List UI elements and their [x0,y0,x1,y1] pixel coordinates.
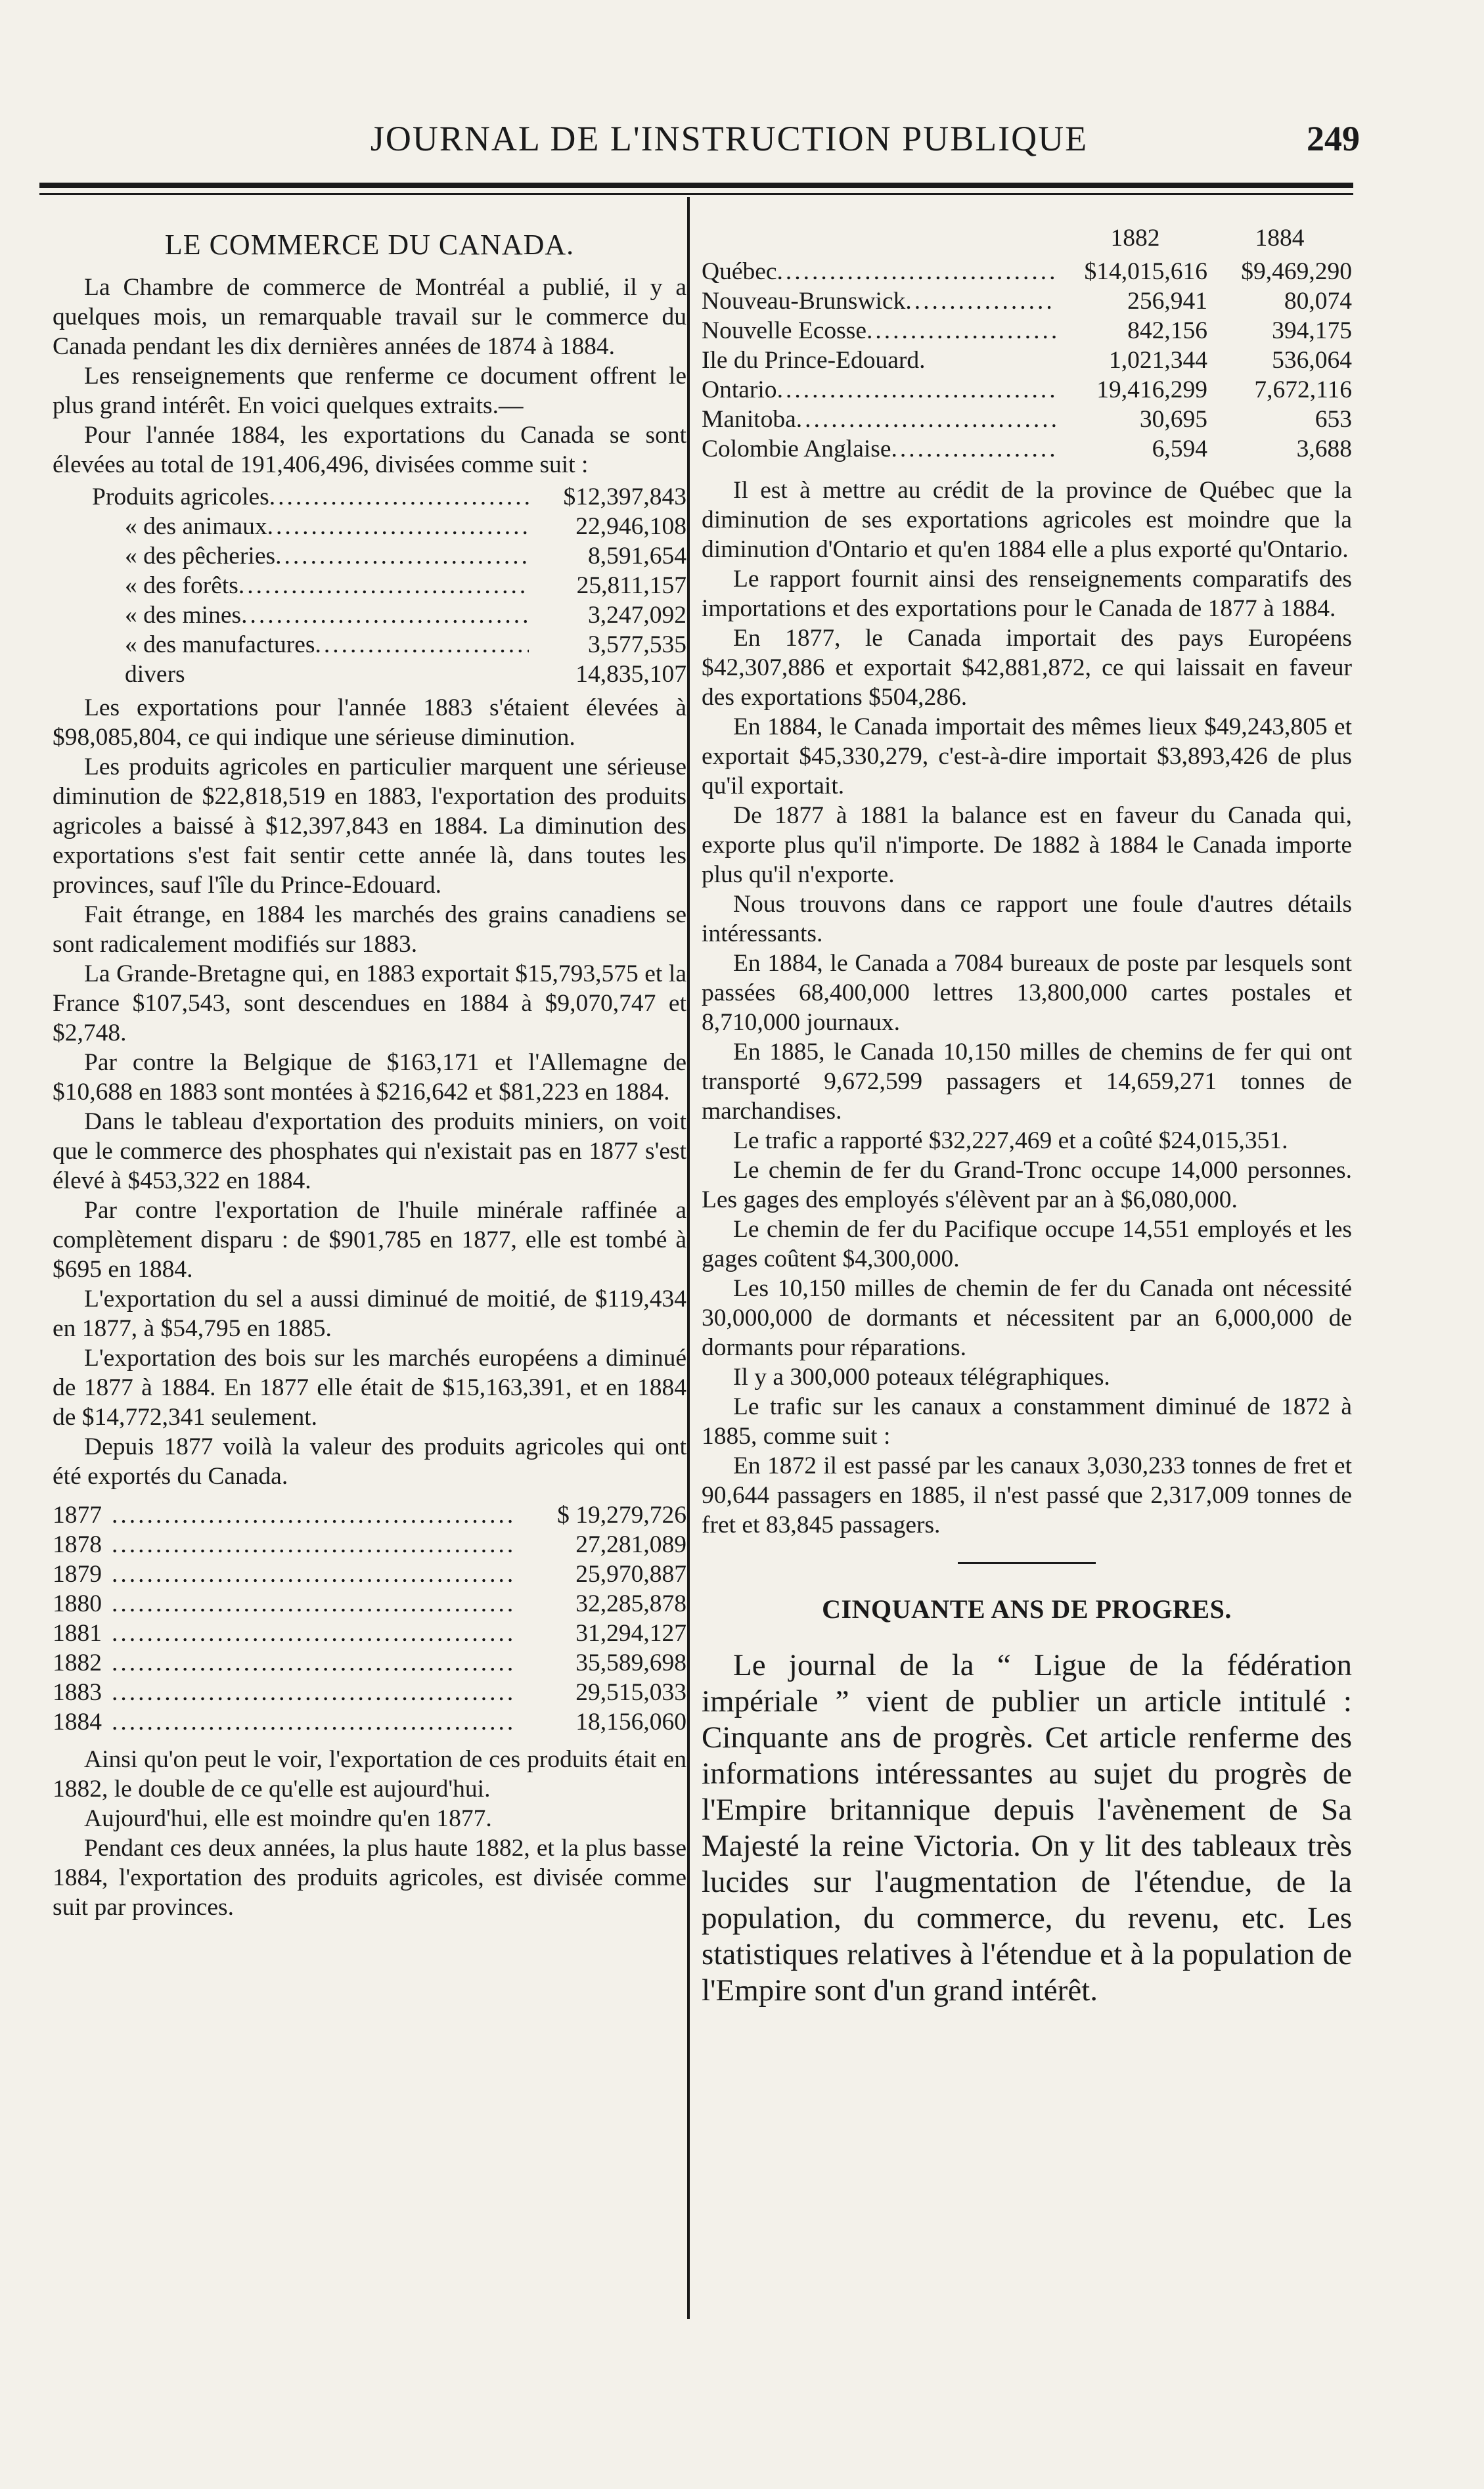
exports-row [53,541,686,571]
province-row [702,375,1352,405]
year-value: 27,281,089 [575,1531,686,1558]
exports-value: 8,591,654 [588,543,686,570]
value-1884: $9,469,290 [1241,258,1352,285]
value-1884: 653 [1315,406,1352,433]
province-row [702,434,1352,464]
exports-table [53,482,686,689]
year-value: $ 19,279,726 [557,1502,686,1529]
header-rule-thin [39,193,1353,195]
paragraph: La Grande-Bretagne qui, en 1883 exportait $15,793,575 et la France $107,543, sont descendues en 1884 à $9,070,747 et $2,748. [53,960,686,1046]
left-column [53,223,686,1922]
paragraph: La Chambre de commerce de Montréal a publié, il y a quelques mois, un remarquable travail sur le commerce du Canada pendant les dix dernières années de 1874 à 1884. [53,274,686,360]
paragraph: Pour l'année 1884, les exportations du Canada se sont élevées au total de 191,406,496, divisées comme suit : [53,422,686,478]
province-name: Nouveau-Brunswick [702,288,906,315]
exports-row [53,482,686,512]
paragraph: L'exportation du sel a aussi diminué de moitié, de $119,434 en 1877, à $54,795 en 1885. [53,1286,686,1342]
yearly-exports-table [53,1500,686,1737]
year-value: 32,285,878 [575,1590,686,1617]
value-1882: 30,695 [1139,406,1207,433]
paragraph: En 1885, le Canada 10,150 milles de chemins de fer qui ont transporté 9,672,599 passagers et 14,659,271 tonnes de marchandises. [702,1039,1352,1125]
paragraph: Nous trouvons dans ce rapport une foule d'autres détails intéressants. [702,891,1352,947]
province-name: Colombie Anglaise [702,436,891,462]
paragraph: Fait étrange, en 1884 les marchés des grains canadiens se sont radicalement modifiés sur 1883. [53,901,686,958]
paragraph: Pendant ces deux années, la plus haute 1882, et la plus basse 1884, l'exportation des produits agricoles, est divisée comme suit par provinces. [53,1835,686,1921]
header-rule-thick [39,183,1353,188]
paragraph: Les exportations pour l'année 1883 s'étaient élevées à $98,085,804, ce qui indique une sérieuse diminution. [53,694,686,751]
province-row [702,257,1352,286]
progres-article [702,1648,1352,2009]
paragraph: L'exportation des bois sur les marchés européens a diminué de 1877 à 1884. En 1877 elle était de $15,163,391, et en 1884 de $14,772,341 seulement. [53,1345,686,1431]
province-row [702,405,1352,434]
value-1884: 7,672,116 [1254,376,1352,403]
year-label: 1880 [53,1590,102,1617]
paragraph: Les produits agricoles en particulier marquent une sérieuse diminution de $22,818,519 en 1883, l'exportation des produits agricoles a baissé à $12,397,843 en 1884. La diminution des exportations s'est fait sentir cette année là, dans toutes les provinces, sauf l'île du Prince-Edouard. [53,753,686,899]
year-row [53,1648,686,1678]
paragraph: Il y a 300,000 poteaux télégraphiques. [733,1364,1110,1391]
exports-row [53,600,686,630]
paragraph: En 1877, le Canada importait des pays Européens $42,307,886 et exportait $42,881,872, ce qui laissait en faveur des exportations $504,286. [702,625,1352,711]
province-row [702,346,1352,375]
page-header [99,118,1360,177]
value-1884: 80,074 [1284,288,1352,315]
column-header-1882: 1882 [1110,225,1160,252]
page-number: 249 [1307,119,1360,158]
column-header-1884: 1884 [1255,225,1305,252]
column-divider [687,197,690,2319]
year-row [53,1678,686,1707]
paragraph: De 1877 à 1881 la balance est en faveur du Canada qui, exporte plus qu'il n'importe. De 1882 à 1884 le Canada importe plus qu'il n'exporte. [702,802,1352,888]
paragraph: En 1884, le Canada importait des mêmes lieux $49,243,805 et exportait $45,330,279, c'est-à-dire importait $3,893,426 de plus qu'il exportait. [702,713,1352,799]
section-separator [958,1562,1096,1564]
year-label: 1883 [53,1679,102,1706]
exports-label: « des forêts [125,572,238,599]
journal-title: JOURNAL DE L'INSTRUCTION PUBLIQUE [370,119,1089,158]
paragraph: En 1872 il est passé par les canaux 3,030,233 tonnes de fret et 90,644 passagers en 1885, il n'est passé que 2,317,009 tonnes de fret et 83,845 passagers. [702,1452,1352,1538]
paragraph: Par contre l'exportation de l'huile minérale raffinée a complètement disparu : de $901,785 en 1877, elle est tombé à $695 en 1884. [53,1197,686,1283]
exports-value: 14,835,107 [575,661,686,688]
year-label: 1879 [53,1561,102,1588]
exports-value: $12,397,843 [563,483,686,510]
paragraph: Aujourd'hui, elle est moindre qu'en 1877. [84,1805,492,1832]
value-1882: 842,156 [1127,317,1207,344]
exports-value: 22,946,108 [575,513,686,540]
exports-value: 3,577,535 [588,631,686,658]
year-row [53,1589,686,1619]
value-1884: 536,064 [1272,347,1352,374]
province-row [702,286,1352,316]
exports-value: 3,247,092 [588,602,686,629]
province-name: Ile du Prince-Edouard. [702,347,926,374]
year-label: 1882 [53,1649,102,1676]
paragraph: Le trafic a rapporté $32,227,469 et a coûté $24,015,351. [733,1127,1288,1154]
exports-row [53,571,686,600]
exports-row [53,660,686,689]
year-value: 25,970,887 [575,1561,686,1588]
value-1882: 1,021,344 [1109,347,1207,374]
exports-label: « des mines [125,602,242,629]
province-name: Nouvelle Ecosse [702,317,866,344]
exports-label: « des animaux [125,513,267,540]
paragraph: Le trafic sur les canaux a constamment diminué de 1872 à 1885, comme suit : [702,1393,1352,1450]
year-label: 1884 [53,1709,102,1736]
province-row [702,316,1352,346]
paragraph: Les 10,150 milles de chemin de fer du Canada ont nécessité 30,000,000 de dormants et nécessitent par an 6,000,000 de dormants pour réparations. [702,1275,1352,1361]
value-1882: 19,416,299 [1096,376,1207,403]
value-1882: 256,941 [1127,288,1207,315]
paragraph: Dans le tableau d'exportation des produits miniers, on voit que le commerce des phosphates qui n'existait pas en 1877 s'est élevé à $453,322 en 1884. [53,1108,686,1194]
exports-label: Produits agricoles [92,483,269,510]
value-1884: 3,688 [1296,436,1352,462]
year-row [53,1707,686,1737]
year-value: 35,589,698 [575,1649,686,1676]
exports-label: « des manufactures [125,631,315,658]
province-name: Québec [702,258,777,285]
section-title-progres: CINQUANTE ANS DE PROGRES. [822,1594,1232,1624]
year-row [53,1619,686,1648]
exports-label: divers [125,661,185,688]
exports-label: « des pêcheries [125,543,276,570]
paragraph: Le chemin de fer du Pacifique occupe 14,551 employés et les gages coûtent $4,300,000. [702,1216,1352,1272]
paragraph: Il est à mettre au crédit de la province de Québec que la diminution de ses exportations agricoles est moindre que la diminution d'Ontario et qu'en 1884 elle a plus exporté qu'Ontario. [702,477,1352,563]
paragraph: Depuis 1877 voilà la valeur des produits agricoles qui ont été exportés du Canada. [53,1433,686,1490]
value-1884: 394,175 [1272,317,1352,344]
paragraph: Le chemin de fer du Grand-Tronc occupe 14,000 personnes. Les gages des employés s'élèvent par an à $6,080,000. [702,1157,1352,1213]
section-title-commerce: LE COMMERCE DU CANADA. [164,229,575,261]
exports-value: 25,811,157 [576,572,686,599]
paragraph: Le journal de la “ Ligue de la fédération impériale ” vient de publier un article intitulé : Cinquante ans de progrès. Cet article renferme des informations intéressantes au sujet du progrès de l'Empire britannique depuis l'avènement de Sa Majesté la reine Victoria. On y lit des tableaux très lucides sur l'augmentation de l'étendue, de la population, du commerce, du revenu, etc. Les statistiques relatives à l'étendue et à la population de l'Empire sont d'un grand intérêt. [702,1648,1352,2007]
paragraph: Ainsi qu'on peut le voir, l'exportation de ces produits était en 1882, le double de ce qu'elle est aujourd'hui. [53,1746,686,1803]
exports-row [53,512,686,541]
provinces-table [702,223,1352,464]
exports-row [53,630,686,660]
year-value: 18,156,060 [575,1709,686,1736]
provinces-table-header [702,223,1352,253]
value-1882: 6,594 [1152,436,1207,462]
paragraph: Par contre la Belgique de $163,171 et l'Allemagne de $10,688 en 1883 sont montées à $216,642 et $81,223 en 1884. [53,1049,686,1106]
paragraph: Les renseignements que renferme ce document offrent le plus grand intérêt. En voici quelques extraits.— [53,363,686,419]
year-row [53,1559,686,1589]
right-column [702,223,1352,2009]
year-label: 1878 [53,1531,102,1558]
year-label: 1881 [53,1620,102,1647]
year-value: 29,515,033 [575,1679,686,1706]
year-row [53,1530,686,1559]
paragraph: En 1884, le Canada a 7084 bureaux de poste par lesquels sont passées 68,400,000 lettres 13,800,000 cartes postales et 8,710,000 journaux. [702,950,1352,1036]
province-name: Ontario [702,376,777,403]
province-name: Manitoba [702,406,796,433]
year-value: 31,294,127 [575,1620,686,1647]
year-row [53,1500,686,1530]
year-label: 1877 [53,1502,102,1529]
value-1882: $14,015,616 [1084,258,1207,285]
paragraph: Le rapport fournit ainsi des renseignements comparatifs des importations et des exportations pour le Canada de 1877 à 1884. [702,566,1352,622]
